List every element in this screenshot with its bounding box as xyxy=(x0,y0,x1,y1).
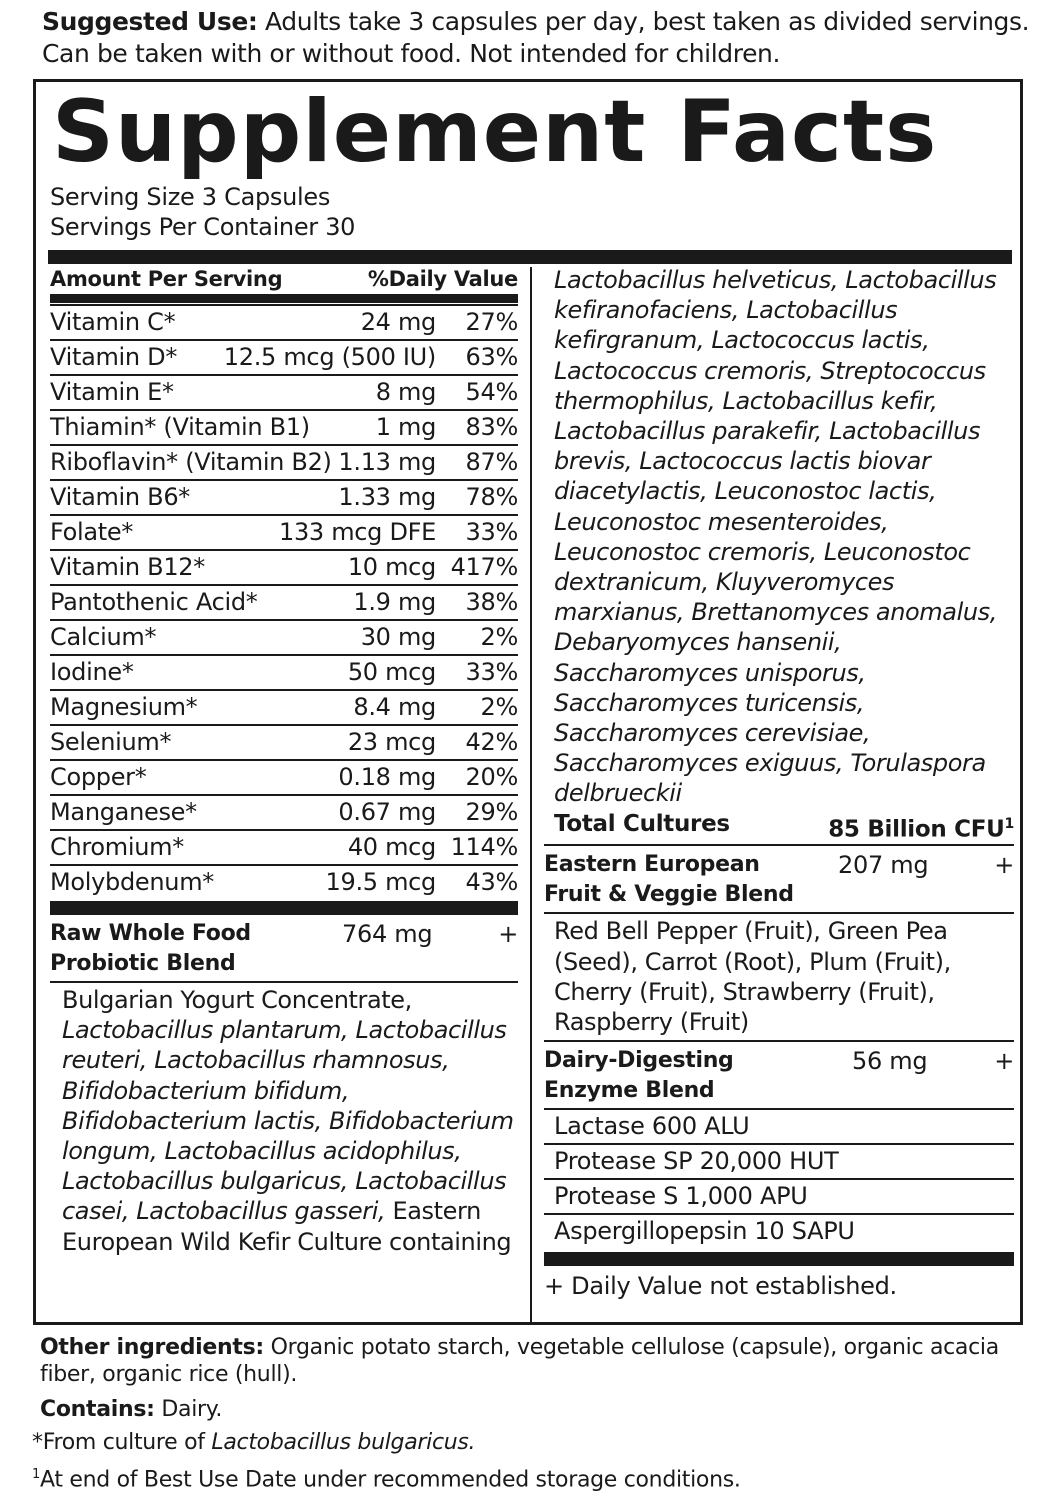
panel-title: Supplement Facts xyxy=(52,82,938,182)
enzyme-list xyxy=(544,1108,1014,1248)
fruit-blend-dv: + xyxy=(994,851,1014,880)
contains-text: Dairy. xyxy=(161,1397,223,1422)
nutrient-dv: 87% xyxy=(465,448,518,476)
nutrient-name: Copper* xyxy=(50,763,147,791)
fruit-divider xyxy=(544,912,1014,914)
nutrient-row xyxy=(50,479,518,514)
nutrient-dv: 38% xyxy=(465,588,518,616)
nutrient-dv: 2% xyxy=(480,623,518,651)
suggested-use-label: Suggested Use: xyxy=(42,7,258,36)
nutrient-amount: 1.9 mg xyxy=(353,588,436,616)
nutrient-amount: 30 mg xyxy=(360,623,436,651)
other-ingredients-label: Other ingredients: xyxy=(40,1335,264,1360)
probiotic-blend-name-2: Probiotic Blend xyxy=(50,951,236,976)
nutrient-amount: 40 mcg xyxy=(347,833,436,861)
nutrient-row xyxy=(50,689,518,724)
enzyme-blend-amount: 56 mg xyxy=(852,1047,928,1076)
enzyme-blend-header xyxy=(544,1046,1014,1106)
nutrient-amount: 24 mg xyxy=(360,308,436,336)
probiotic-blend-header xyxy=(50,919,518,979)
footnote-storage-sup: 1 xyxy=(32,1467,40,1482)
nutrient-row xyxy=(50,374,518,409)
probiotic-blend-dv: + xyxy=(498,920,518,948)
nutrient-row xyxy=(50,514,518,549)
probiotic-ingredients xyxy=(50,985,518,1257)
nutrient-list xyxy=(50,304,518,899)
nutrient-dv: 83% xyxy=(465,413,518,441)
amount-header: Amount Per Serving xyxy=(50,267,283,291)
fruit-blend-name-2: Fruit & Veggie Blend xyxy=(544,882,794,908)
nutrient-row xyxy=(50,584,518,619)
nutrient-dv: 43% xyxy=(465,868,518,896)
nutrient-amount: 133 mcg DFE xyxy=(278,518,436,546)
other-ingredients xyxy=(40,1334,1030,1388)
nutrient-row xyxy=(50,409,518,444)
nutrient-dv: 114% xyxy=(450,833,518,861)
nutrient-amount: 23 mcg xyxy=(347,728,436,756)
nutrient-amount: 10 mcg xyxy=(347,553,436,581)
nutrient-amount: 8.4 mg xyxy=(353,693,436,721)
nutrient-name: Vitamin D* xyxy=(50,343,178,371)
contains-label: Contains: xyxy=(40,1397,155,1422)
left-column xyxy=(50,264,518,1257)
column-divider xyxy=(530,267,532,1325)
servings-per-container: Servings Per Container 30 xyxy=(50,213,356,241)
nutrient-name: Riboflavin* (Vitamin B2) xyxy=(50,448,332,476)
nutrient-row xyxy=(50,304,518,339)
nutrient-amount: 50 mcg xyxy=(347,658,436,686)
top-thick-bar xyxy=(48,250,1012,264)
blend-bar xyxy=(50,901,518,915)
fruit-blend-amount: 207 mg xyxy=(838,851,929,880)
nutrient-row xyxy=(50,829,518,864)
total-cultures xyxy=(544,809,1014,845)
enzyme-blend-name-2: Enzyme Blend xyxy=(544,1078,715,1104)
nutrient-name: Magnesium* xyxy=(50,693,198,721)
suggested-use xyxy=(42,6,1032,70)
serving-info xyxy=(50,182,355,242)
enzyme-row: Protease S 1,000 APU xyxy=(544,1178,1014,1213)
nutrient-name: Folate* xyxy=(50,518,134,546)
nutrient-name: Vitamin B6* xyxy=(50,483,190,511)
nutrient-row xyxy=(50,794,518,829)
nutrient-amount: 1 mg xyxy=(375,413,436,441)
nutrient-dv: 20% xyxy=(465,763,518,791)
kefir-strains xyxy=(544,265,1014,809)
fruit-blend-header xyxy=(544,850,1014,910)
nutrient-name: Vitamin B12* xyxy=(50,553,205,581)
table-header xyxy=(50,264,518,294)
enzyme-blend-name-1: Dairy-Digesting xyxy=(544,1048,734,1074)
nutrient-dv: 78% xyxy=(465,483,518,511)
probiotic-blend-name-1: Raw Whole Food xyxy=(50,921,251,946)
nutrient-name: Pantothenic Acid* xyxy=(50,588,258,616)
nutrient-row xyxy=(50,339,518,374)
nutrient-amount: 1.13 mg xyxy=(338,448,436,476)
probiotic-strains-right: Lactobacillus helveticus, Lactobacillus kefiranofaciens, Lactobacillus kefirgranum, Lactococcus lactis, Lactococcus cremoris, Streptococcus thermophilus, Lactobacillus kefir, Lactobacillus parakefir, Lactobacillus brevis, Lactococcus lactis biovar diacetylactis, Leuconostoc lactis, Leuconostoc mesenteroides, Leuconostoc cremoris, Leuconostoc dextranicum, Kluyveromyces marxianus, Brettanomyces anomalus, Debaryomyces hansenii, Saccharomyces unisporus, Saccharomyces turicensis, Saccharomyces cerevisiae, Saccharomyces exiguus, Torulaspora delbrueckii xyxy=(554,266,998,808)
total-cultures-sup: 1 xyxy=(1004,815,1014,832)
nutrient-row xyxy=(50,444,518,479)
suggested-use-text: Adults take 3 capsules per day, best taken as divided servings. Can be taken with or without food. Not intended for children. xyxy=(42,7,1030,68)
nutrient-name: Selenium* xyxy=(50,728,172,756)
dv-header: %Daily Value xyxy=(367,267,518,291)
nutrient-row xyxy=(50,549,518,584)
nutrient-dv: 63% xyxy=(465,343,518,371)
footnote-culture-prefix: *From culture of xyxy=(32,1430,212,1455)
footnote-culture-italic: Lactobacillus bulgaricus. xyxy=(211,1430,476,1455)
nutrient-name: Calcium* xyxy=(50,623,157,651)
nutrient-name: Iodine* xyxy=(50,658,134,686)
nutrient-dv: 29% xyxy=(465,798,518,826)
enzyme-row: Aspergillopepsin 10 SAPU xyxy=(544,1213,1014,1248)
nutrient-amount: 0.18 mg xyxy=(338,763,436,791)
nutrient-row xyxy=(50,864,518,899)
serving-size: Serving Size 3 Capsules xyxy=(50,183,331,211)
enzyme-row: Protease SP 20,000 HUT xyxy=(544,1143,1014,1178)
nutrient-amount: 12.5 mcg (500 IU) xyxy=(223,343,436,371)
nutrient-row xyxy=(50,619,518,654)
nutrient-dv: 417% xyxy=(450,553,518,581)
total-cultures-value: 85 Billion CFU xyxy=(828,816,1005,843)
nutrient-dv: 42% xyxy=(465,728,518,756)
probiotic-strains-left: Lactobacillus plantarum, Lactobacillus reuteri, Lactobacillus rhamnosus, Bifidobacterium bifidum, Bifidobacterium lactis, Bifidobacterium longum, Lactobacillus acidophilus, Lactobacillus bulgaricus, Lactobacillus casei, Lactobacillus gasseri, xyxy=(62,1016,514,1226)
nutrient-amount: 8 mg xyxy=(375,378,436,406)
nutrient-name: Manganese* xyxy=(50,798,197,826)
nutrient-row xyxy=(50,724,518,759)
probiotic-blend-amount: 764 mg xyxy=(342,920,433,948)
contains xyxy=(40,1396,1030,1423)
footnote-culture xyxy=(32,1429,1022,1456)
other-ingredients-text: Organic potato starch, vegetable cellulose (capsule), organic acacia fiber, organic rice (hull). xyxy=(40,1335,999,1387)
nutrient-dv: 33% xyxy=(465,518,518,546)
fruit-blend-name-1: Eastern European xyxy=(544,852,760,878)
dv-note: + Daily Value not established. xyxy=(544,1272,897,1301)
enzyme-blend-dv: + xyxy=(994,1047,1014,1076)
kefir-text: Eastern European Wild Kefir Culture containing xyxy=(62,1197,512,1256)
nutrient-name: Thiamin* (Vitamin B1) xyxy=(50,413,310,441)
nutrient-name: Vitamin E* xyxy=(50,378,174,406)
nutrient-name: Vitamin C* xyxy=(50,308,176,336)
fruit-top-divider xyxy=(544,844,1014,846)
nutrient-row xyxy=(50,654,518,689)
nutrient-amount: 19.5 mcg xyxy=(325,868,436,896)
nutrient-amount: 0.67 mg xyxy=(338,798,436,826)
bottom-thick-bar xyxy=(544,1252,1014,1266)
footnote-storage-text: At end of Best Use Date under recommended storage conditions. xyxy=(39,1467,741,1493)
nutrient-name: Chromium* xyxy=(50,833,184,861)
fruit-ingredients: Red Bell Pepper (Fruit), Green Pea (Seed), Carrot (Root), Plum (Fruit), Cherry (Fruit), Strawberry (Fruit), Raspberry (Fruit) xyxy=(554,917,951,1036)
nutrient-name: Molybdenum* xyxy=(50,868,214,896)
probiotic-divider xyxy=(50,981,518,983)
nutrient-dv: 2% xyxy=(480,693,518,721)
header-bar xyxy=(50,294,518,303)
probiotic-intro: Bulgarian Yogurt Concentrate, xyxy=(62,986,412,1014)
nutrient-dv: 33% xyxy=(465,658,518,686)
nutrient-amount: 1.33 mg xyxy=(338,483,436,511)
total-cultures-label: Total Cultures xyxy=(554,810,730,837)
right-column xyxy=(544,265,1014,1302)
supplement-facts-panel xyxy=(33,79,1023,1325)
nutrient-dv: 27% xyxy=(465,308,518,336)
nutrient-row xyxy=(50,759,518,794)
footnote-storage xyxy=(32,1461,1022,1493)
nutrient-dv: 54% xyxy=(465,378,518,406)
enzyme-top-divider xyxy=(544,1040,1014,1042)
enzyme-row: Lactase 600 ALU xyxy=(544,1108,1014,1143)
